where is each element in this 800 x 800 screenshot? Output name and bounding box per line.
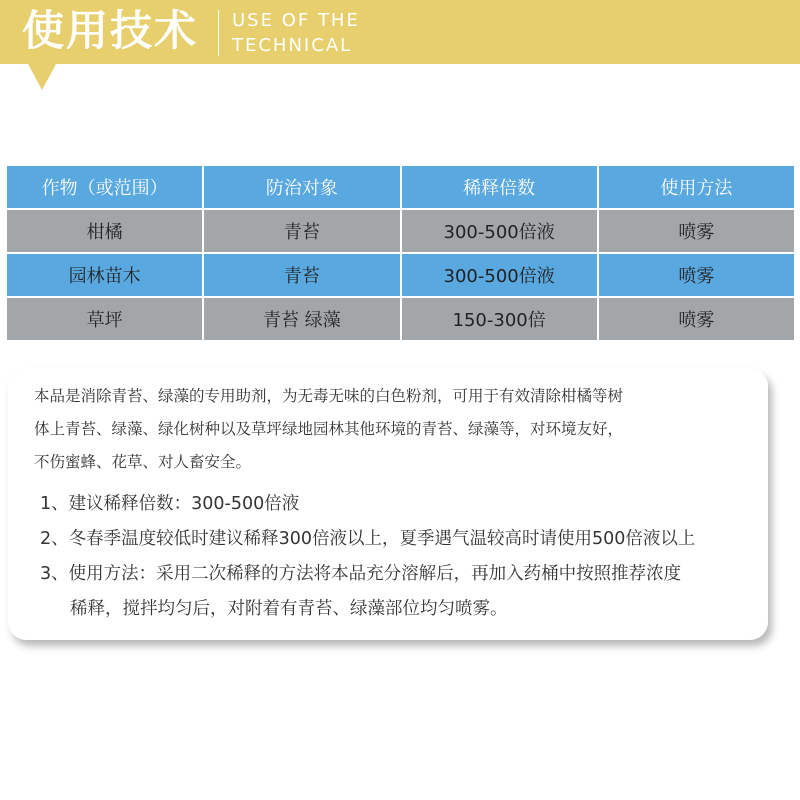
table-cell: 喷雾 [598, 253, 795, 297]
header-cell: 作物（或范围） [6, 165, 203, 209]
instruction-item: 2、冬春季温度较低时建议稀释300倍液以上，夏季遇气温较高时请使用500倍液以上 [40, 529, 696, 549]
table-row [6, 209, 795, 253]
table-cell: 柑橘 [6, 209, 203, 253]
table-header-row [6, 165, 795, 209]
table-cell: 草坪 [6, 297, 203, 341]
description-line: 不伤蜜蜂、花草、对人畜安全。 [34, 453, 252, 471]
table-cell: 青苔 [203, 253, 400, 297]
instructions-list [40, 487, 780, 627]
table-cell: 喷雾 [598, 297, 795, 341]
table-cell: 300-500倍液 [401, 209, 598, 253]
table-row [6, 297, 795, 341]
table-row [6, 253, 795, 297]
table-cell: 150-300倍 [401, 297, 598, 341]
usage-table [5, 164, 796, 342]
table-cell: 喷雾 [598, 209, 795, 253]
header-cell: 使用方法 [598, 165, 795, 209]
table-cell: 300-500倍液 [401, 253, 598, 297]
table-cell: 青苔 [203, 209, 400, 253]
title-divider [218, 10, 219, 56]
subtitle-line-2: TECHNICAL [232, 35, 353, 56]
header-cell: 防治对象 [203, 165, 400, 209]
description-line: 体上青苔、绿藻、绿化树种以及草坪绿地园林其他环境的青苔、绿藻等，对环境友好， [34, 420, 624, 438]
table-cell: 青苔 绿藻 [203, 297, 400, 341]
banner-pointer [28, 64, 56, 90]
instruction-item: 1、建议稀释倍数：300-500倍液 [40, 494, 300, 514]
subtitle-line-1: USE OF THE [232, 10, 360, 31]
page-title: 使用技术 [22, 6, 199, 55]
instruction-item: 3、使用方法：采用二次稀释的方法将本品充分溶解后，再加入药桶中按照推荐浓度 [40, 564, 682, 584]
instruction-item-continuation: 稀释，搅拌均匀后，对附着有青苔、绿藻部位均匀喷雾。 [70, 599, 508, 619]
product-description [34, 380, 754, 479]
page-subtitle [232, 8, 360, 58]
header-cell: 稀释倍数 [401, 165, 598, 209]
table-cell: 园林苗木 [6, 253, 203, 297]
description-line: 本品是消除青苔、绿藻的专用助剂，为无毒无味的白色粉剂，可用于有效清除柑橘等树 [34, 387, 624, 405]
